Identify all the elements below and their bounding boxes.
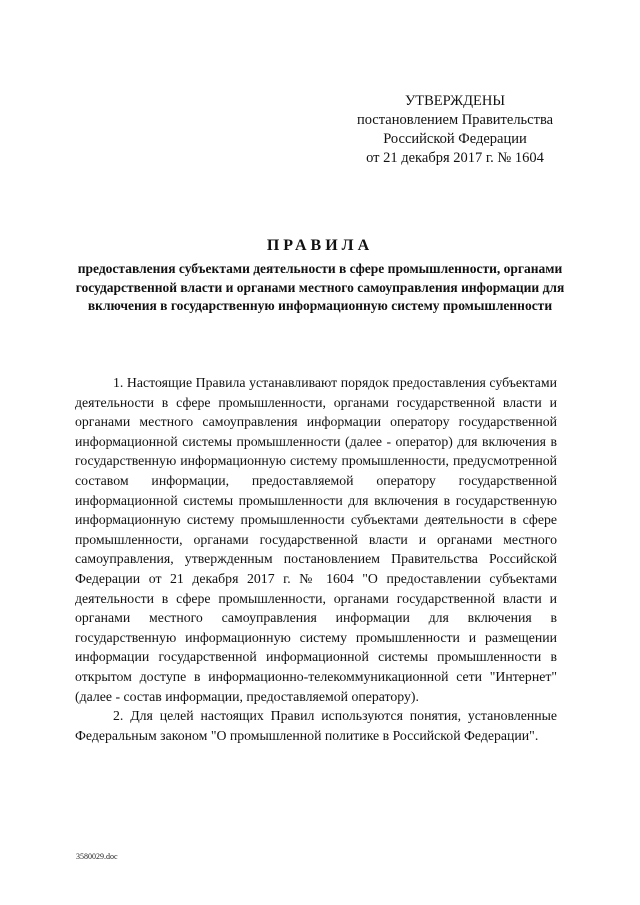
approval-line-federation: Российской Федерации xyxy=(383,131,527,147)
approval-block xyxy=(330,92,580,168)
document-title: ПРАВИЛА xyxy=(266,237,374,254)
document-body xyxy=(75,373,557,745)
approval-line-date: от 21 декабря 2017 г. № 1604 xyxy=(366,150,544,166)
document-subtitle: предоставления субъектами деятельности в сфере промышленности, органами государственной власти и органами местного самоуправления информации для включения в государственную информационную систему промышленности xyxy=(75,261,565,313)
file-name-footer: 3580029.doc xyxy=(76,852,118,861)
paragraph-1: 1. Настоящие Правила устанавливают порядок предоставления субъектами деятельности в сфере промышленности, органами государственной власти и органами местного самоуправления информации оператору государственной информационной системы промышленности (далее - оператор) для включения в государственную информационную систему промышленности, предусмотренной составом информации, предоставляемой оператору государственной информационной системы промышленности для включения в государственную информационную систему промышленности субъектами деятельности в сфере промышленности, органами государственной власти и органами местного самоуправления, утвержденным постановлением Правительства Российской Федерации от 21 декабря 2017 г. № 1604 "О предоставлении субъектами деятельности в сфере промышленности, органами государственной власти и органами местного самоуправления информации для включения в государственную информационную систему промышленности и размещении информации государственной информационной системы промышленности в открытом доступе в информационно-телекоммуникационной сети "Интернет" (далее - состав информации, предоставляемой оператору). xyxy=(75,375,557,704)
paragraph-2: 2. Для целей настоящих Правил используются понятия, установленные Федеральным законом "О промышленной политике в Российской Федерации". xyxy=(75,708,557,743)
approval-line-decree: постановлением Правительства xyxy=(356,112,554,128)
approval-heading: УТВЕРЖДЕНЫ xyxy=(404,93,506,109)
